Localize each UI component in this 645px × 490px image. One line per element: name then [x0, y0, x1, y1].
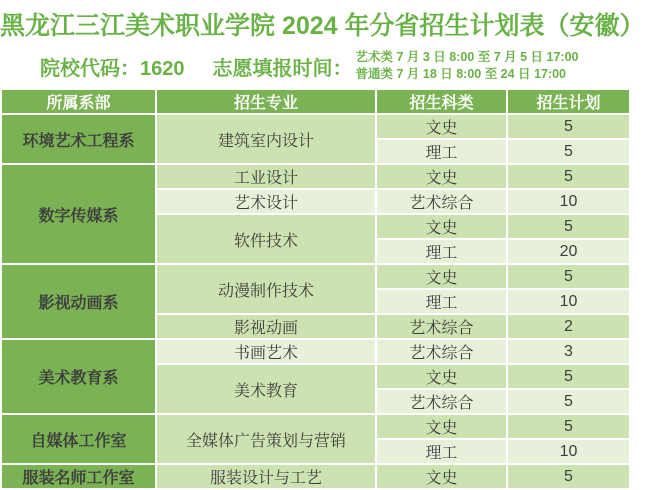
admission-plan-table	[0, 88, 631, 490]
table-row	[1, 164, 630, 189]
category-cell: 文史	[376, 214, 507, 239]
major-cell: 影视动画	[156, 314, 376, 339]
category-cell: 文史	[376, 264, 507, 289]
plan-cell: 10	[507, 289, 630, 314]
category-cell: 文史	[376, 114, 507, 139]
major-cell: 艺术设计	[156, 189, 376, 214]
major-cell: 动漫制作技术	[156, 264, 376, 314]
department-cell: 美术教育系	[1, 339, 156, 414]
category-cell: 艺术综合	[376, 314, 507, 339]
category-cell: 理工	[376, 439, 507, 464]
category-cell: 理工	[376, 289, 507, 314]
major-cell: 服装设计与工艺	[156, 464, 376, 489]
table-row	[1, 264, 630, 289]
major-cell: 美术教育	[156, 364, 376, 414]
category-cell: 艺术综合	[376, 189, 507, 214]
department-cell: 服装名师工作室	[1, 464, 156, 489]
major-cell: 书画艺术	[156, 339, 376, 364]
header-category: 招生科类	[376, 89, 507, 114]
table-header	[1, 89, 630, 114]
header-plan: 招生计划	[507, 89, 630, 114]
department-cell: 环境艺术工程系	[1, 114, 156, 164]
plan-cell: 5	[507, 164, 630, 189]
category-cell: 艺术综合	[376, 339, 507, 364]
plan-cell: 20	[507, 239, 630, 264]
category-cell: 理工	[376, 139, 507, 164]
art-category-time: 艺术类 7 月 3 日 8:00 至 7 月 5 日 17:00	[355, 50, 579, 64]
plan-cell: 5	[507, 464, 630, 489]
major-cell: 工业设计	[156, 164, 376, 189]
category-cell: 文史	[376, 164, 507, 189]
plan-cell: 5	[507, 214, 630, 239]
category-cell: 艺术综合	[376, 389, 507, 414]
department-cell: 数字传媒系	[1, 164, 156, 264]
plan-cell: 10	[507, 439, 630, 464]
general-category-time: 普通类 7 月 18 日 8:00 至 24 日 17:00	[355, 67, 567, 81]
category-cell: 文史	[376, 364, 507, 389]
plan-cell: 5	[507, 364, 630, 389]
plan-cell: 5	[507, 389, 630, 414]
table-body	[1, 114, 630, 489]
category-cell: 文史	[376, 414, 507, 439]
subtitle-row	[40, 46, 629, 86]
plan-cell: 10	[507, 189, 630, 214]
plan-cell: 5	[507, 139, 630, 164]
header-row	[1, 89, 630, 114]
department-cell: 影视动画系	[1, 264, 156, 339]
table-row	[1, 114, 630, 139]
plan-cell: 5	[507, 414, 630, 439]
department-cell: 自媒体工作室	[1, 414, 156, 464]
header-department: 所属系部	[1, 89, 156, 114]
table-row	[1, 414, 630, 439]
major-cell: 建筑室内设计	[156, 114, 376, 164]
major-cell: 全媒体广告策划与营销	[156, 414, 376, 464]
plan-cell: 5	[507, 264, 630, 289]
category-cell: 理工	[376, 239, 507, 264]
page-title: 黑龙江三江美术职业学院 2024 年分省招生计划表（安徽）	[0, 12, 645, 40]
table-row	[1, 464, 630, 489]
table-row	[1, 339, 630, 364]
plan-cell: 3	[507, 339, 630, 364]
plan-cell: 5	[507, 114, 630, 139]
application-time-label: 志愿填报时间：	[212, 57, 353, 80]
header-major: 招生专业	[156, 89, 376, 114]
school-code: 院校代码：1620	[40, 57, 185, 80]
plan-cell: 2	[507, 314, 630, 339]
major-cell: 软件技术	[156, 214, 376, 264]
application-times	[356, 49, 579, 83]
category-cell: 文史	[376, 464, 507, 489]
